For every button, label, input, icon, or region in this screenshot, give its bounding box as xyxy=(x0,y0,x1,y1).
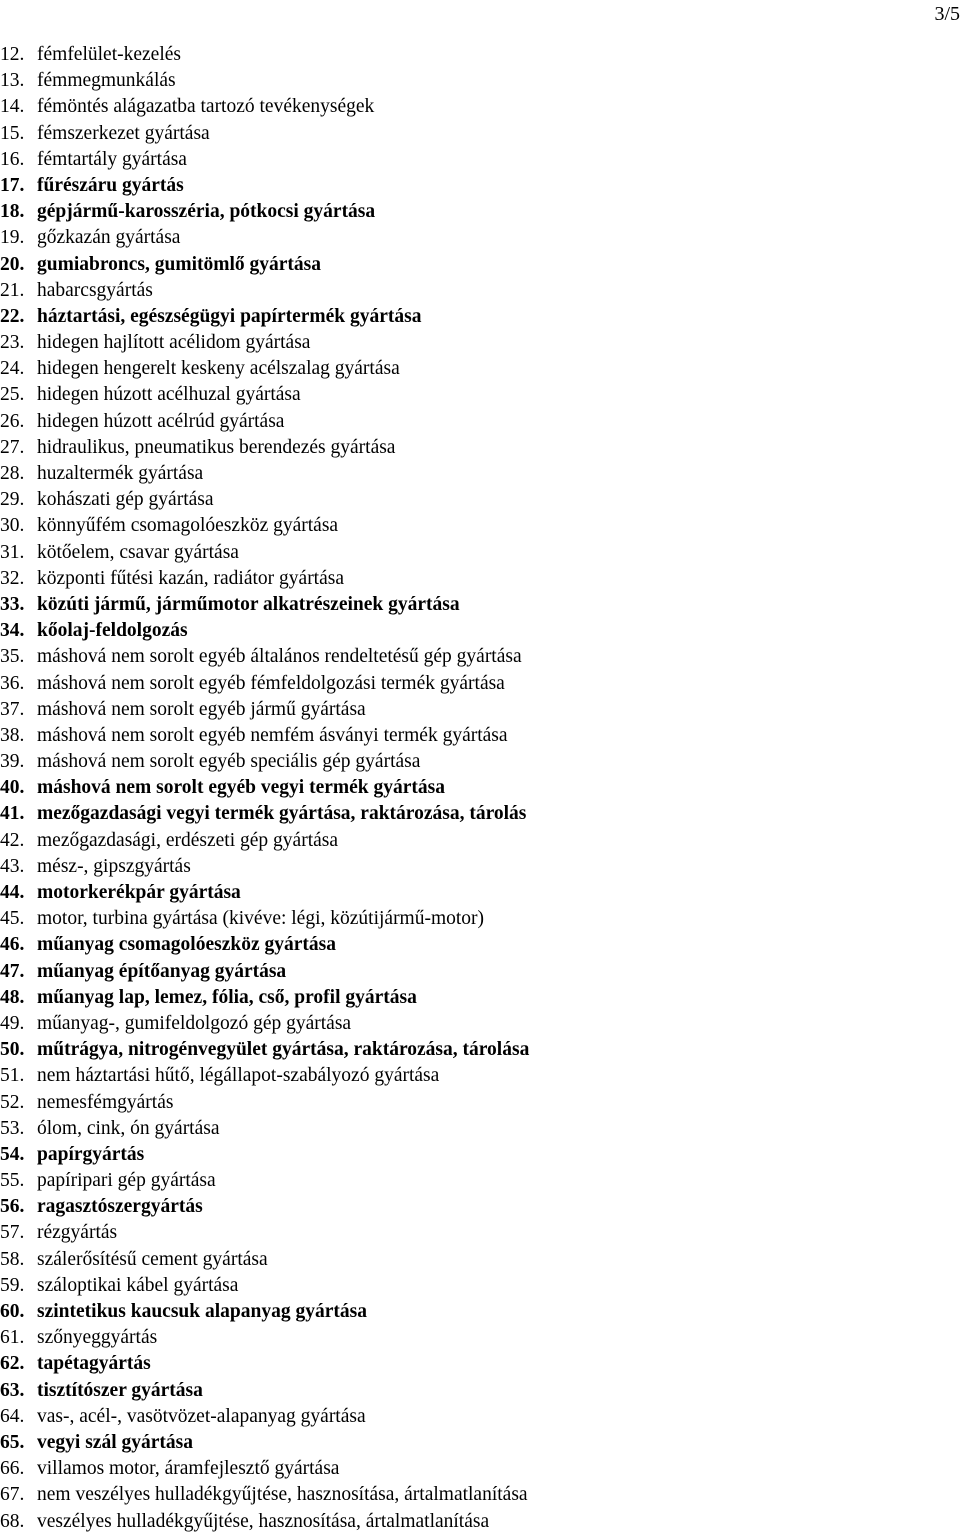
list-item-text: kohászati gép gyártása xyxy=(37,489,214,511)
list-item-number: 39. xyxy=(0,751,25,773)
list-item-number: 16. xyxy=(0,148,25,170)
list-item-number: 63. xyxy=(0,1379,25,1401)
list-item-number: 18. xyxy=(0,201,25,223)
list-item-text: gőzkazán gyártása xyxy=(37,227,181,249)
list-item-text: papíripari gép gyártása xyxy=(37,1170,216,1192)
list-item xyxy=(0,487,529,513)
list-item-text: kötőelem, csavar gyártása xyxy=(37,541,239,563)
list-item-text: vas-, acél-, vasötvözet-alapanyag gyártása xyxy=(37,1405,366,1427)
list-item xyxy=(0,304,529,330)
list-item-text: huzaltermék gyártása xyxy=(37,463,204,484)
list-item-text: habarcsgyártás xyxy=(37,279,153,301)
list-item-text: központi fűtési kazán, radiátor gyártása xyxy=(37,567,345,589)
list-item-text: máshová nem sorolt egyéb nemfém ásványi termék gyártása xyxy=(37,724,508,746)
list-item-number: 43. xyxy=(0,855,25,877)
list-item xyxy=(0,775,529,801)
list-item-text: műtrágya, nitrogénvegyület gyártása, raktározása, tárolása xyxy=(37,1039,530,1061)
list-item-number: 61. xyxy=(0,1327,25,1349)
list-item-number: 47. xyxy=(0,960,25,982)
list-item-number: 58. xyxy=(0,1248,25,1270)
list-item-text: műanyag lap, lemez, fólia, cső, profil gyártása xyxy=(37,986,417,1008)
list-item-text: rézgyártás xyxy=(37,1222,118,1244)
list-item xyxy=(0,68,529,94)
list-item xyxy=(0,1430,529,1456)
list-item xyxy=(0,1299,529,1325)
list-item xyxy=(0,985,529,1011)
list-item xyxy=(0,540,529,566)
list-item-text: gépjármű-karosszéria, pótkocsi gyártása xyxy=(37,201,376,223)
list-item-number: 52. xyxy=(0,1091,25,1113)
list-item-text: fémszerkezet gyártása xyxy=(37,122,210,144)
list-item-number: 26. xyxy=(0,410,25,432)
list-item-number: 62. xyxy=(0,1353,25,1375)
list-item-number: 33. xyxy=(0,593,25,615)
list-item-number: 64. xyxy=(0,1405,25,1427)
list-item-text: ólom, cink, ón gyártása xyxy=(37,1117,220,1139)
list-item-number: 53. xyxy=(0,1117,25,1139)
list-item xyxy=(0,1090,529,1116)
list-item-number: 48. xyxy=(0,986,25,1008)
list-item-number: 28. xyxy=(0,463,25,484)
list-item xyxy=(0,1509,529,1535)
list-item-number: 25. xyxy=(0,384,25,406)
list-item xyxy=(0,1142,529,1168)
list-item-text: villamos motor, áramfejlesztő gyártása xyxy=(37,1458,340,1480)
list-item xyxy=(0,618,529,644)
list-item xyxy=(0,173,529,199)
list-item xyxy=(0,932,529,958)
list-item-text: motor, turbina gyártása (kivéve: légi, közútijármű-motor) xyxy=(37,908,485,930)
list-item xyxy=(0,1378,529,1404)
list-item xyxy=(0,513,529,539)
activity-list xyxy=(0,42,529,1535)
list-item-number: 20. xyxy=(0,253,25,275)
list-item xyxy=(0,880,529,906)
list-item-text: mezőgazdasági, erdészeti gép gyártása xyxy=(37,829,339,851)
list-item-number: 46. xyxy=(0,934,25,956)
list-item-number: 35. xyxy=(0,646,25,668)
list-item-text: kőolaj-feldolgozás xyxy=(37,620,188,642)
list-item-number: 57. xyxy=(0,1222,25,1244)
list-item xyxy=(0,592,529,618)
list-item-text: vegyi szál gyártása xyxy=(37,1431,193,1453)
list-item-number: 14. xyxy=(0,96,25,118)
list-item xyxy=(0,1325,529,1351)
list-item-text: fémmegmunkálás xyxy=(37,70,176,92)
list-item xyxy=(0,828,529,854)
list-item-number: 21. xyxy=(0,279,25,301)
list-item-text: máshová nem sorolt egyéb speciális gép gyártása xyxy=(37,751,421,773)
list-item-number: 40. xyxy=(0,777,25,799)
list-item-number: 29. xyxy=(0,489,25,511)
list-item-number: 31. xyxy=(0,541,25,563)
list-item-number: 60. xyxy=(0,1301,25,1322)
list-item-text: nem háztartási hűtő, légállapot-szabályozó gyártása xyxy=(37,1065,440,1087)
list-item xyxy=(0,1194,529,1220)
list-item xyxy=(0,409,529,435)
list-item xyxy=(0,959,529,985)
list-item-text: ragasztószergyártás xyxy=(37,1196,203,1218)
list-item-text: gumiabroncs, gumitömlő gyártása xyxy=(37,253,322,275)
list-item-text: fémfelület-kezelés xyxy=(37,44,181,65)
list-item xyxy=(0,1011,529,1037)
list-item-text: veszélyes hulladékgyűjtése, hasznosítása, ártalmatlanítása xyxy=(37,1510,490,1532)
list-item-number: 55. xyxy=(0,1170,25,1192)
list-item xyxy=(0,42,529,68)
list-item xyxy=(0,252,529,278)
list-item xyxy=(0,1116,529,1142)
list-item-text: műanyag építőanyag gyártása xyxy=(37,960,287,982)
list-item-text: háztartási, egészségügyi papírtermék gyártása xyxy=(37,305,422,327)
list-item-text: könnyűfém csomagolóeszköz gyártása xyxy=(37,515,339,537)
list-item-text: mész-, gipszgyártás xyxy=(37,855,191,877)
list-item-text: közúti jármű, járműmotor alkatrészeinek gyártása xyxy=(37,593,460,615)
list-item-text: nemesfémgyártás xyxy=(37,1091,174,1113)
list-item xyxy=(0,644,529,670)
list-item-text: fémtartály gyártása xyxy=(37,148,187,170)
list-item-number: 65. xyxy=(0,1431,25,1453)
list-item-text: hidegen húzott acélrúd gyártása xyxy=(37,410,285,432)
list-item-text: motorkerékpár gyártása xyxy=(37,882,241,903)
list-item xyxy=(0,1273,529,1299)
list-item-text: nem veszélyes hulladékgyűjtése, hasznosítása, ártalmatlanítása xyxy=(37,1484,528,1506)
list-item xyxy=(0,278,529,304)
list-item-text: hidegen hengerelt keskeny acélszalag gyártása xyxy=(37,358,400,380)
list-item-number: 67. xyxy=(0,1484,25,1506)
list-item xyxy=(0,1404,529,1430)
list-item-text: száloptikai kábel gyártása xyxy=(37,1274,239,1296)
list-item-text: szintetikus kaucsuk alapanyag gyártása xyxy=(37,1301,367,1322)
list-item-number: 44. xyxy=(0,882,25,903)
list-item xyxy=(0,225,529,251)
list-item xyxy=(0,671,529,697)
list-item-number: 41. xyxy=(0,803,25,825)
list-item-text: fémöntés alágazatba tartozó tevékenységek xyxy=(37,96,375,118)
list-item-number: 12. xyxy=(0,44,25,65)
list-item xyxy=(0,1351,529,1377)
list-item-text: hidegen hajlított acélidom gyártása xyxy=(37,332,311,354)
list-item-number: 37. xyxy=(0,698,25,720)
list-item-number: 38. xyxy=(0,724,25,746)
list-item-number: 49. xyxy=(0,1012,25,1034)
list-item-number: 68. xyxy=(0,1510,25,1532)
list-item xyxy=(0,854,529,880)
list-item-text: máshová nem sorolt egyéb jármű gyártása xyxy=(37,698,366,720)
list-item-number: 59. xyxy=(0,1274,25,1296)
list-item xyxy=(0,121,529,147)
list-item-number: 15. xyxy=(0,122,25,144)
list-item-number: 54. xyxy=(0,1143,25,1165)
list-item-text: szőnyeggyártás xyxy=(37,1327,158,1349)
list-item-text: műanyag-, gumifeldolgozó gép gyártása xyxy=(37,1012,352,1034)
list-item xyxy=(0,1482,529,1508)
list-item xyxy=(0,801,529,827)
list-item xyxy=(0,1247,529,1273)
list-item-text: máshová nem sorolt egyéb fémfeldolgozási termék gyártása xyxy=(37,672,505,694)
list-item-number: 22. xyxy=(0,305,25,327)
list-item xyxy=(0,566,529,592)
list-item xyxy=(0,199,529,225)
list-item-text: mezőgazdasági vegyi termék gyártása, raktározása, tárolás xyxy=(37,803,527,825)
list-item-number: 56. xyxy=(0,1196,25,1218)
list-item-number: 34. xyxy=(0,620,25,642)
list-item xyxy=(0,356,529,382)
list-item-number: 24. xyxy=(0,358,25,380)
list-item xyxy=(0,1168,529,1194)
list-item-number: 50. xyxy=(0,1039,25,1061)
list-item-number: 17. xyxy=(0,174,25,196)
list-item xyxy=(0,1220,529,1246)
list-item-number: 27. xyxy=(0,436,25,458)
list-item-number: 42. xyxy=(0,829,25,851)
list-item-number: 19. xyxy=(0,227,25,249)
list-item-text: máshová nem sorolt egyéb általános rendeltetésű gép gyártása xyxy=(37,646,522,668)
list-item xyxy=(0,1456,529,1482)
list-item xyxy=(0,1037,529,1063)
list-item-number: 45. xyxy=(0,908,25,930)
list-item-text: máshová nem sorolt egyéb vegyi termék gyártása xyxy=(37,777,445,799)
list-item-number: 32. xyxy=(0,567,25,589)
list-item-text: szálerősítésű cement gyártása xyxy=(37,1248,268,1270)
list-item xyxy=(0,697,529,723)
list-item-text: papírgyártás xyxy=(37,1143,145,1165)
list-item xyxy=(0,461,529,487)
list-item-text: tapétagyártás xyxy=(37,1353,151,1375)
list-item-number: 13. xyxy=(0,70,25,92)
list-item xyxy=(0,382,529,408)
list-item-text: műanyag csomagolóeszköz gyártása xyxy=(37,934,336,956)
list-item-number: 30. xyxy=(0,515,25,537)
list-item xyxy=(0,330,529,356)
page-number: 3/5 xyxy=(934,3,960,25)
list-item xyxy=(0,435,529,461)
list-item-number: 51. xyxy=(0,1065,25,1087)
list-item-text: hidegen húzott acélhuzal gyártása xyxy=(37,384,301,406)
list-item-number: 66. xyxy=(0,1458,25,1480)
list-item xyxy=(0,1063,529,1089)
list-item xyxy=(0,94,529,120)
list-item xyxy=(0,749,529,775)
list-item-text: hidraulikus, pneumatikus berendezés gyártása xyxy=(37,436,396,458)
list-item-text: fűrészáru gyártás xyxy=(37,174,184,196)
list-item-number: 23. xyxy=(0,332,25,354)
list-item-number: 36. xyxy=(0,672,25,694)
list-item xyxy=(0,147,529,173)
list-item-text: tisztítószer gyártása xyxy=(37,1379,203,1401)
list-item xyxy=(0,723,529,749)
list-item xyxy=(0,906,529,932)
